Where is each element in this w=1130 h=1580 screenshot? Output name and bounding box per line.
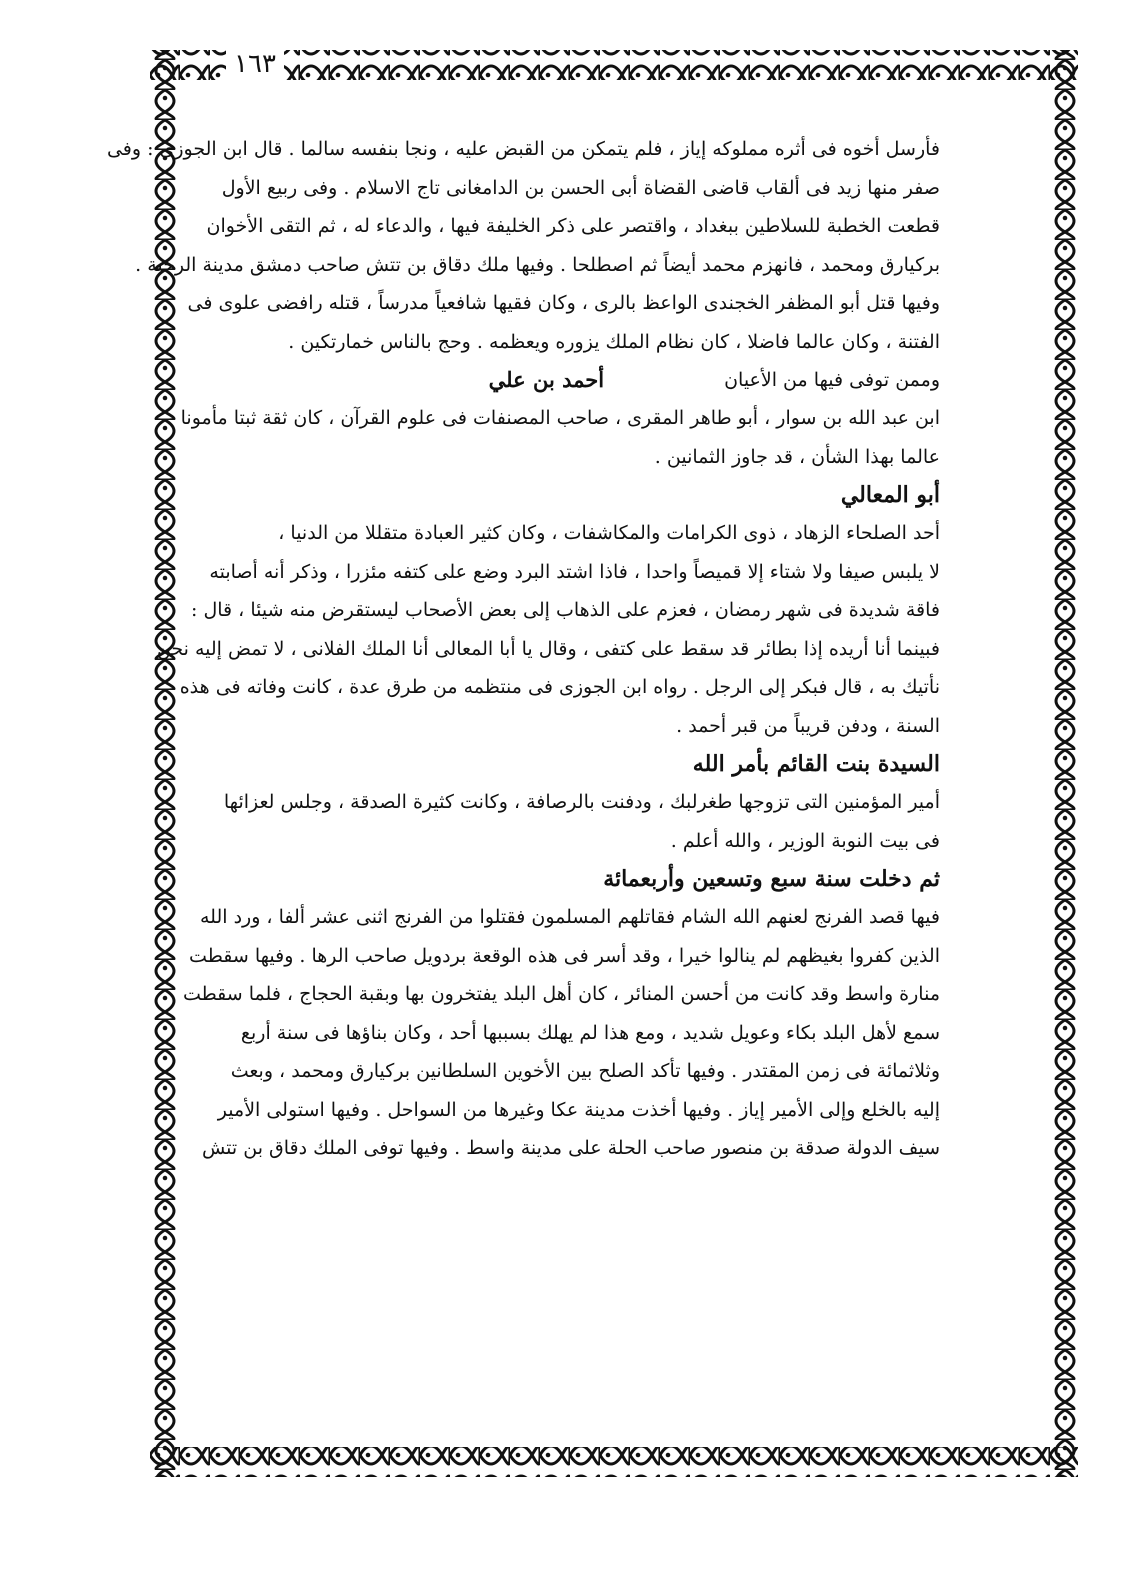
text-line: فاقة شديدة فى شهر رمضان ، فعزم على الذهاب إلى بعض الأصحاب ليستقرض منه شيئا ، قال : [191,599,940,621]
text-line: الفتنة ، وكان عالما فاضلا ، كان نظام الملك يزوره ويعظمه . وحج بالناس خمارتكين . [288,330,940,353]
text-line: بركيارق ومحمد ، فانهزم محمد أيضاً ثم اصطلحا . وفيها ملك دقاق بن تتش صاحب دمشق مدينة الرحبة . [135,253,940,276]
notables-line [215,361,940,399]
notable-2-paragraph [156,514,940,745]
intro-paragraph [106,130,940,361]
text-line: وثلاثمائة فى زمن المقتدر . وفيها تأكد الصلح بين الأخوين السلطانين بركيارق ومحمد ، وبعث [230,1060,940,1082]
notable-3-heading: السيدة بنت القائم بأمر الله [692,751,940,777]
notables-lead: وممن توفى فيها من الأعيان [724,369,940,391]
notable-3-paragraph [215,783,940,860]
text-line: سمع لأهل البلد بكاء وعويل شديد ، ومع هذا لم يهلك بسببها أحد ، وكان بناؤها فى سنة أربع [240,1021,940,1044]
text-line: ابن عبد الله بن سوار ، أبو طاهر المقرى ، صاحب المصنفات فى علوم القرآن ، كان ثقة ثبتا مأمونا [180,407,940,429]
text-line: الذين كفروا بغيظهم لم ينالوا خيرا ، وقد أسر فى هذه الوقعة بردويل صاحب الرها . وفيها سقطت [189,944,940,967]
text-line: فأرسل أخوه فى أثره مملوكه إياز ، فلم يتمكن من القبض عليه ، ونجا بنفسه سالما . قال ابن الجوزى : وفى [106,138,940,160]
text-line: فيها قصد الفرنج لعنهم الله الشام فقاتلهم المسلمون فقتلوا من الفرنج اثنى عشر ألفا ، ورد الله [200,906,940,928]
text-line: أحد الصلحاء الزهاد ، ذوى الكرامات والمكاشفات ، وكان كثير العبادة متقللا من الدنيا ، [278,522,940,544]
notable-1-paragraph [180,399,940,476]
text-line: وفيها قتل أبو المظفر الخجندى الواعظ بالرى ، وكان فقيها شافعياً مدرساً ، قتله رافضى علوى فى [187,292,940,314]
text-line: عالما بهذا الشأن ، قد جاوز الثمانين . [654,445,940,468]
text-line: إليه بالخلع وإلى الأمير إياز . وفيها أخذت مدينة عكا وغيرها من السواحل . وفيها استولى الأمير [217,1098,940,1121]
text-line: نأتيك به ، قال فبكر إلى الرجل . رواه ابن الجوزى فى منتظمه من طرق عدة ، كانت وفاته فى هذه [179,676,940,698]
text-line: قطعت الخطبة للسلاطين ببغداد ، واقتصر على ذكر الخليفة فيها ، والدعاء له ، ثم التقى الأخوان [206,215,940,237]
text-line: فبينما أنا أريده إذا بطائر قد سقط على كتفى ، وقال يا أبا المعالى أنا الملك الفلانى ، لا تمض إليه نحن [156,637,940,660]
page-number: ١٦٣ [226,48,284,80]
year-heading: ثم دخلت سنة سبع وتسعين وأربعمائة [603,866,940,892]
text-line: السنة ، ودفن قريباً من قبر أحمد . [676,714,940,737]
notable-1-name: أحمد بن علي [488,367,605,392]
notable-2-heading: أبو المعالي [840,482,940,508]
page-body [106,130,940,1168]
year-paragraph [182,898,940,1168]
text-line: منارة واسط وقد كانت من أحسن المنائر ، كان أهل البلد يفتخرون بها وبقبة الحجاج ، فلما سقطت [182,983,940,1005]
text-line: أمير المؤمنين التى تزوجها طغرلبك ، ودفنت بالرصافة ، وكانت كثيرة الصدقة ، وجلس لعزائها [223,791,940,813]
text-line: سيف الدولة صدقة بن منصور صاحب الحلة على مدينة واسط . وفيها توفى الملك دقاق بن تتش [201,1137,940,1159]
text-line: لا يلبس صيفا ولا شتاء إلا قميصاً واحدا ، فاذا اشتد البرد وضع على كتفه مئزرا ، وذكر أنه أصابته [209,560,940,583]
text-line: صفر منها زيد فى ألقاب قاضى القضاة أبى الحسن بن الدامغانى تاج الاسلام . وفى ربيع الأول [221,176,940,199]
text-line: فى بيت النوبة الوزير ، والله أعلم . [670,829,940,852]
